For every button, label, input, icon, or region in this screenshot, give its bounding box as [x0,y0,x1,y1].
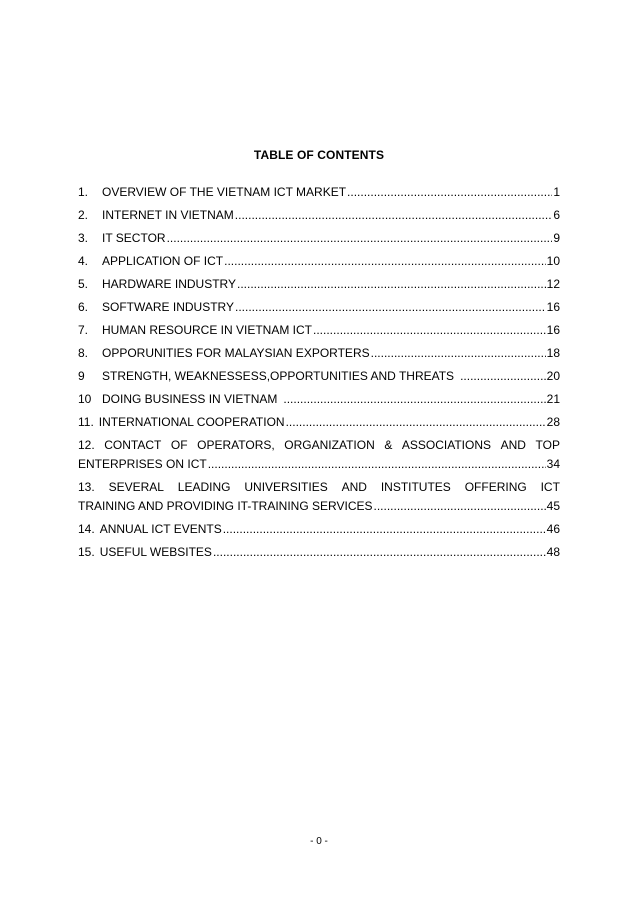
dot-leader [237,276,546,292]
toc-entry-4[interactable] [78,253,560,276]
toc-entry-word: AND [341,480,367,494]
toc-entry-2[interactable] [78,207,560,230]
toc-entry-number: 6. [78,300,89,314]
toc-entry-text: DOING BUSINESS IN VIETNAM [102,392,278,406]
toc-entry-text: APPLICATION OF ICT [102,254,224,268]
page-title: TABLE OF CONTENTS [253,148,385,162]
toc-entry-text: OPPORUNITIES FOR MALAYSIAN EXPORTERS [102,346,370,360]
dot-leader [460,368,546,384]
toc-entry-page: 20 [546,369,560,383]
dot-leader [224,253,546,269]
toc-entry-page: 18 [546,346,560,360]
toc-entry-word: TOP [535,438,560,452]
dot-leader [283,391,545,407]
toc-entry-number: 7. [78,323,89,337]
toc-entry-14[interactable] [78,521,560,544]
toc-entry-first-line [78,437,560,456]
toc-entry-10[interactable] [78,391,560,414]
dot-leader [208,456,546,472]
toc-entry-3[interactable] [78,230,560,253]
dot-leader [286,414,546,430]
toc-entry-5[interactable] [78,276,560,299]
dot-leader [347,184,552,200]
toc-entry-text: USEFUL WEBSITES [99,545,212,559]
toc-entry-number: 10 [78,392,92,406]
dot-leader [167,230,553,246]
dot-leader [235,207,553,223]
toc-entry-word: ICT [540,480,560,494]
toc-entry-word: LEADING [177,480,231,494]
toc-entry-number: 3. [78,231,89,245]
toc-entry-number: 14. [78,522,95,536]
toc-entry-page: 16 [546,300,560,314]
toc-entry-11[interactable] [78,414,560,437]
dot-leader [235,299,546,315]
toc-entry-word: & [384,438,393,452]
toc-entry-12[interactable] [78,437,560,479]
toc-entry-15[interactable] [78,544,560,567]
toc-entry-7[interactable] [78,322,560,345]
toc-entry-number: 5. [78,277,89,291]
toc-entry-page: 10 [546,254,560,268]
toc-entry-page: 45 [546,499,560,513]
toc-entry-text: SOFTWARE INDUSTRY [102,300,235,314]
toc-entry-word: OPERATORS, [197,438,275,452]
toc-entry-text: STRENGTH, WEAKNESSESS,OPPORTUNITIES AND THREATS [102,369,455,383]
toc-entry-text: IT SECTOR [102,231,166,245]
toc-entry-text: HUMAN RESOURCE IN VIETNAM ICT [102,323,313,337]
toc-entry-page: 28 [546,415,560,429]
toc-entry-number: 9 [78,369,85,383]
toc-entry-word: ASSOCIATIONS [401,438,492,452]
toc-entry-word: INSTITUTES [380,480,451,494]
toc-entry-word: OFFERING [464,480,527,494]
toc-entry-8[interactable] [78,345,560,368]
dot-leader [371,345,546,361]
toc-entry-page: 12 [546,277,560,291]
toc-entry-word: CONTACT [104,438,162,452]
page-number: - 0 - [310,836,328,847]
dot-leader [374,498,546,514]
toc-entry-13[interactable] [78,479,560,521]
toc-entry-page: 1 [553,185,560,199]
toc-entry-page: 16 [546,323,560,337]
toc-entry-text: INTERNET IN VIETNAM [102,208,234,222]
toc-entry-word: OF [170,438,188,452]
toc-entry-number: 15. [78,545,95,559]
toc-entry-text: ENTERPRISES ON ICT [78,457,207,471]
toc-entry-number: 8. [78,346,89,360]
toc-entry-word: AND [500,438,526,452]
toc-entry-page: 46 [546,522,560,536]
toc-entry-6[interactable] [78,299,560,322]
dot-leader [313,322,546,338]
toc-entry-page: 34 [546,457,560,471]
toc-entry-number: 13. [78,480,95,494]
toc-entry-text: ANNUAL ICT EVENTS [99,522,222,536]
toc-entry-text: TRAINING AND PROVIDING IT-TRAINING SERVICES [78,499,373,513]
toc-entry-page: 48 [546,545,560,559]
toc-entry-number: 12. [78,438,95,452]
toc-entry-number: 2. [78,208,89,222]
toc-entry-text: OVERVIEW OF THE VIETNAM ICT MARKET [102,185,347,199]
toc-entry-text: HARDWARE INDUSTRY [102,277,237,291]
toc-entry-text: INTERNATIONAL COOPERATION [98,415,285,429]
dot-leader [223,521,546,537]
toc-entry-page: 6 [553,208,560,222]
toc-entry-word: UNIVERSITIES [244,480,328,494]
toc-entry-1[interactable] [78,184,560,207]
toc-entry-page: 21 [546,392,560,406]
toc-entry-word: SEVERAL [108,480,164,494]
toc-entry-number: 1. [78,185,89,199]
toc-entry-number: 11. [78,415,94,429]
toc-entry-first-line [78,479,560,498]
dot-leader [213,544,546,560]
toc-entry-page: 9 [553,231,560,245]
toc-entry-9[interactable] [78,368,560,391]
toc-list [78,184,560,567]
toc-entry-word: ORGANIZATION [284,438,375,452]
toc-entry-number: 4. [78,254,89,268]
